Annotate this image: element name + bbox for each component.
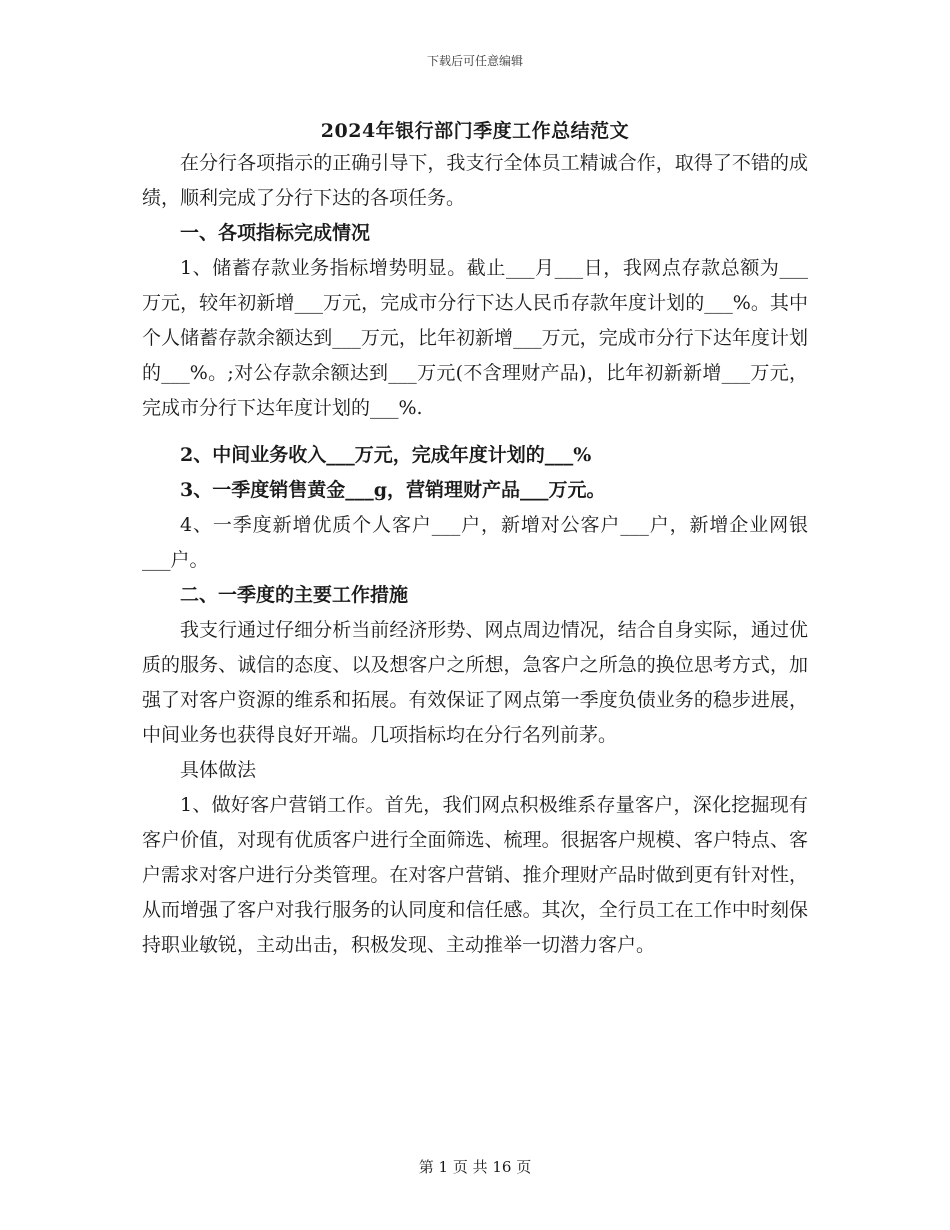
paragraph-gold-sales: 3、一季度销售黄金___g，营销理财产品___万元。 (180, 479, 606, 501)
paragraph-intermediate-income: 2、中间业务收入___万元，完成年度计划的___% (180, 444, 592, 466)
section-heading-measures: 二、一季度的主要工作措施 (180, 584, 409, 606)
paragraph-measures: 我支行通过仔细分析当前经济形势、网点周边情况，结合自身实际，通过优质的服务、诚信的态度、以及想客户之所想，急客户之所急的换位思考方式，加强了对客户资源的维系和拓展。有效保证了网点第一季度负债业务的稳步进展，中间业务也获得良好开端。几项指标均在分行名列前茅。 (142, 619, 808, 746)
paragraph-specific-methods: 具体做法 (180, 759, 257, 781)
document-title: 2024年银行部门季度工作总结范文 (320, 120, 630, 142)
section-heading-indicators: 一、各项指标完成情况 (180, 222, 371, 244)
document-body (142, 146, 808, 963)
paragraph-customer-marketing: 1、做好客户营销工作。首先，我们网点积极维系存量客户，深化挖掘现有客户价值，对现有优质客户进行全面筛选、梳理。很据客户规模、客户特点、客户需求对客户进行分类管理。在对客户营销、推介理财产品时做到更有针对性，从而增强了客户对我行服务的认同度和信任感。其次，全行员工在工作中时刻保持职业敏锐，主动出击，积极发现、主动推举一切潜力客户。 (142, 794, 808, 956)
page-number: 第 1 页 共 16 页 (418, 1158, 532, 1176)
paragraph-new-customers: 4、一季度新增优质个人客户___户，新增对公客户___户，新增企业网银___户。 (142, 514, 808, 571)
paragraph-intro: 在分行各项指示的正确引导下，我支行全体员工精诚合作，取得了不错的成绩，顺利完成了分行下达的各项任务。 (142, 152, 808, 209)
paragraph-deposits: 1、储蓄存款业务指标增势明显。截止___月___日，我网点存款总额为___万元，较年初新增___万元，完成市分行下达人民币存款年度计划的___%。其中个人储蓄存款余额达到___万元，比年初新增___万元，完成市分行下达年度计划的___%。;对公存款余额达到___万元(不含理财产品)，比年初新新增___万元，完成市分行下达年度计划的___%. (142, 257, 808, 419)
header-note: 下载后可任意编辑 (426, 54, 523, 68)
